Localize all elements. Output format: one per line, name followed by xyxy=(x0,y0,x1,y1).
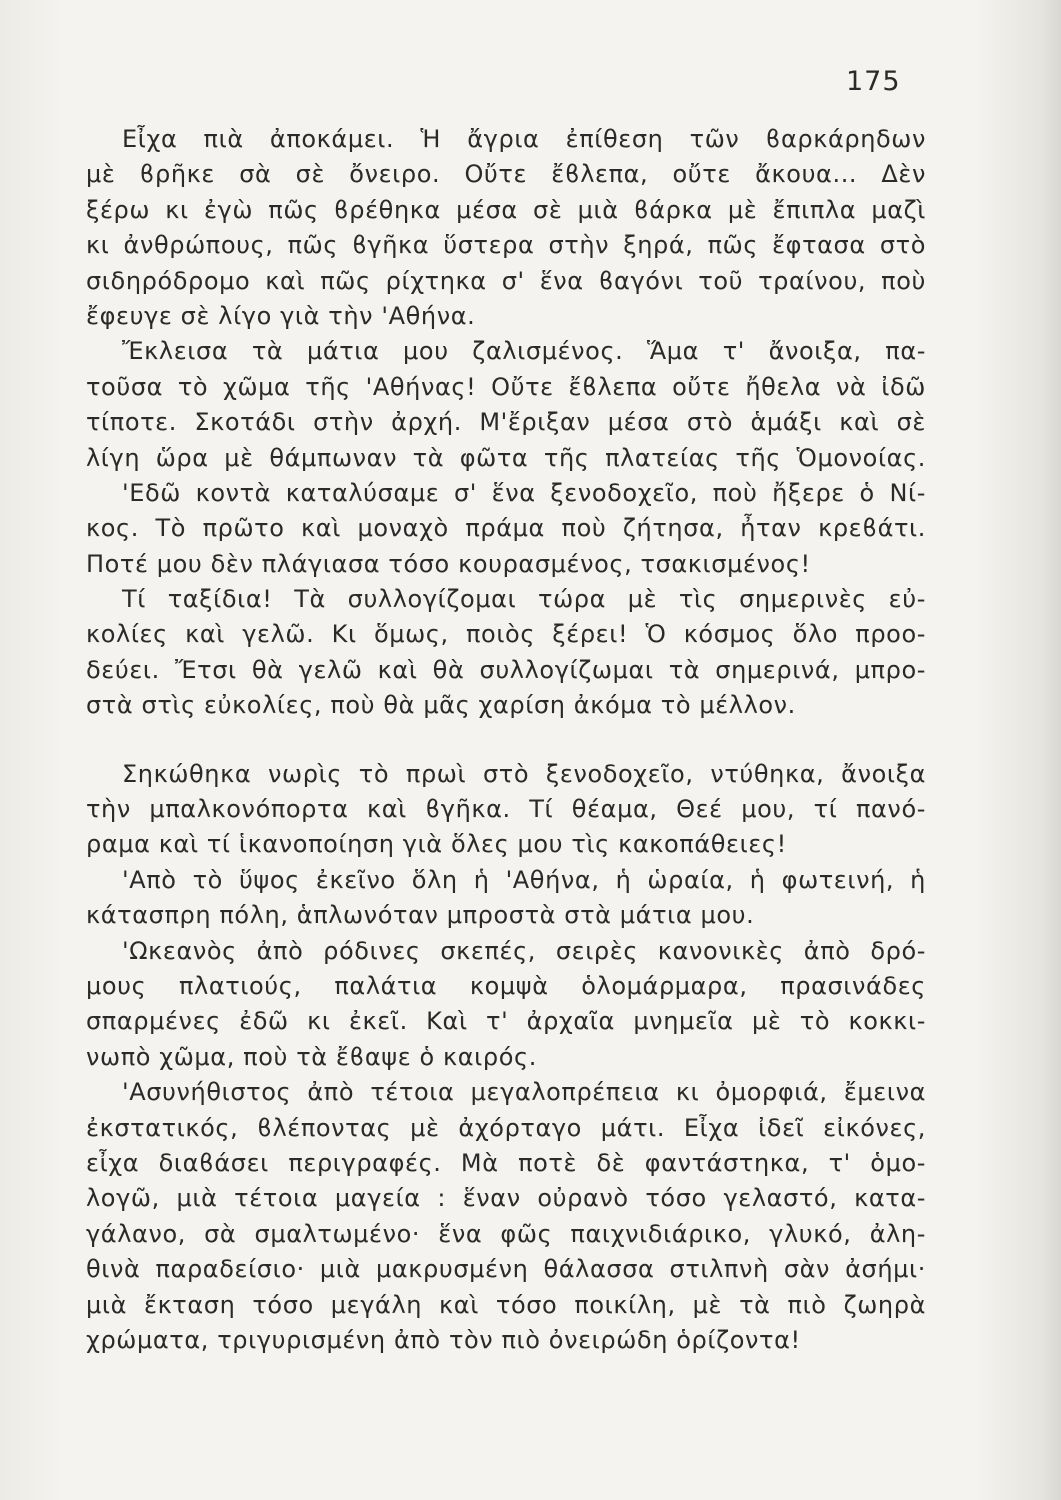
text-line: Σηκώθηκα νωρὶς τὸ πρωὶ στὸ ξενοδοχεῖο, ντύθηκα, ἄνοιξα xyxy=(122,759,926,788)
text-line: γάλανο, σὰ σμαλτωμένο· ἕνα φῶς παιχνιδιάρικο, γλυκό, ἀλη- xyxy=(86,1219,926,1248)
text-line: στὰ στὶς εὐκολίες, ποὺ θὰ μᾶς χαρίση ἀκόμα τὸ μέλλον. xyxy=(86,691,796,720)
section-1 xyxy=(86,122,926,724)
section-gap xyxy=(86,724,926,757)
text-line: μους πλατιούς, παλάτια κομψὰ ὁλομάρμαρα, πρασινάδες xyxy=(86,971,926,1000)
text-line: Τί ταξίδια! Τὰ συλλογίζομαι τώρα μὲ τὶς σημερινὲς εὐ- xyxy=(122,585,926,614)
section-2 xyxy=(86,757,926,1359)
text-line: λίγη ὥρα μὲ θάμπωναν τὰ φῶτα τῆς πλατείας τῆς Ὁμονοίας. xyxy=(86,443,926,472)
text-line: νωπὸ χῶμα, ποὺ τὰ ἔϐαψε ὁ καιρός. xyxy=(86,1042,537,1071)
text-line: ραμα καὶ τί ἱκανοποίηση γιὰ ὅλες μου τὶς κακοπάθειες! xyxy=(86,830,787,859)
text-line: Εἶχα πιὰ ἀποκάμει. Ἡ ἄγρια ἐπίθεση τῶν ϐαρκάρηδων xyxy=(122,125,926,153)
text-line: Ποτέ μου δὲν πλάγιασα τόσο κουρασμένος, τσακισμένος! xyxy=(86,549,811,578)
text-line: σπαρμένες ἐδῶ κι ἐκεῖ. Καὶ τ' ἀρχαῖα μνημεῖα μὲ τὸ κοκκι- xyxy=(86,1007,926,1036)
text-line: τὴν μπαλκονόπορτα καὶ ϐγῆκα. Τί θέαμα, Θεέ μου, τί πανό- xyxy=(86,795,926,824)
text-line: μὲ ϐρῆκε σὰ σὲ ὄνειρο. Οὔτε ἔϐλεπα, οὔτε ἄκουα... Δὲν xyxy=(86,160,926,189)
text-line: ξέρω κι ἐγὼ πῶς ϐρέθηκα μέσα σὲ μιὰ ϐάρκα μὲ ἔπιπλα μαζὶ xyxy=(86,195,926,224)
text-line: 'Ωκεανὸς ἀπὸ ρόδινες σκεπές, σειρὲς κανονικὲς ἀπὸ δρό- xyxy=(122,936,926,965)
text-line: χρώματα, τριγυρισμένη ἀπὸ τὸν πιὸ ὀνειρώδη ὁρίζοντα! xyxy=(86,1325,801,1354)
text-line: Ἔκλεισα τὰ μάτια μου ζαλισμένος. Ἅμα τ' ἄνοιξα, πα- xyxy=(122,337,926,366)
text-line: λογῶ, μιὰ τέτοια μαγεία : ἕναν οὐρανὸ τόσο γελαστό, κατα- xyxy=(86,1184,926,1213)
text-line: κάτασπρη πόλη, ἁπλωνόταν μπροστὰ στὰ μάτια μου. xyxy=(86,901,755,930)
text-line: σιδηρόδρομο καὶ πῶς ρίχτηκα σ' ἕνα ϐαγόνι τοῦ τραίνου, ποὺ xyxy=(86,266,926,295)
text-line: κος. Τὸ πρῶτο καὶ μοναχὸ πράμα ποὺ ζήτησα, ἦταν κρεϐάτι. xyxy=(86,514,926,543)
text-line: τοῦσα τὸ χῶμα τῆς 'Αθήνας! Οὔτε ἔϐλεπα οὔτε ἤθελα νὰ ἰδῶ xyxy=(86,372,926,401)
text-line: θινὰ παραδείσιο· μιὰ μακρυσμένη θάλασσα στιλπνὴ σὰν ἀσήμι· xyxy=(86,1255,926,1284)
text-line: ἐκστατικός, ϐλέποντας μὲ ἀχόρταγο μάτι. Εἶχα ἰδεῖ εἰκόνες, xyxy=(86,1113,926,1142)
text-line: ἔφευγε σὲ λίγο γιὰ τὴν 'Αθήνα. xyxy=(86,301,476,330)
text-line: 'Απὸ τὸ ὕψος ἐκεῖνο ὅλη ἡ 'Αθήνα, ἡ ὡραία, ἡ φωτεινή, ἡ xyxy=(122,865,926,894)
page-text xyxy=(86,122,926,1358)
text-line: μιὰ ἔκταση τόσο μεγάλη καὶ τόσο ποικίλη, μὲ τὰ πιὸ ζωηρὰ xyxy=(86,1290,926,1319)
text-line: κολίες καὶ γελῶ. Κι ὅμως, ποιὸς ξέρει! Ὁ κόσμος ὅλο προο- xyxy=(86,620,926,649)
text-line: 'Ασυνήθιστος ἀπὸ τέτοια μεγαλοπρέπεια κι ὀμορφιά, ἔμεινα xyxy=(122,1078,926,1107)
text-line: δεύει. Ἔτσι θὰ γελῶ καὶ θὰ συλλογίζωμαι τὰ σημερινά, μπρο- xyxy=(86,655,926,684)
text-line: κι ἀνθρώπους, πῶς ϐγῆκα ὕστερα στὴν ξηρά, πῶς ἔφτασα στὸ xyxy=(86,231,926,260)
text-line: τίποτε. Σκοτάδι στὴν ἀρχή. Μ'ἔριξαν μέσα στὸ ἁμάξι καὶ σὲ xyxy=(86,408,926,437)
text-line: 'Εδῶ κοντὰ καταλύσαμε σ' ἕνα ξενοδοχεῖο, ποὺ ἤξερε ὁ Νί- xyxy=(122,478,926,507)
text-line: εἶχα διαϐάσει περιγραφές. Μὰ ποτὲ δὲ φαντάστηκα, τ' ὁμο- xyxy=(86,1148,926,1177)
page-number: 175 xyxy=(846,66,901,97)
